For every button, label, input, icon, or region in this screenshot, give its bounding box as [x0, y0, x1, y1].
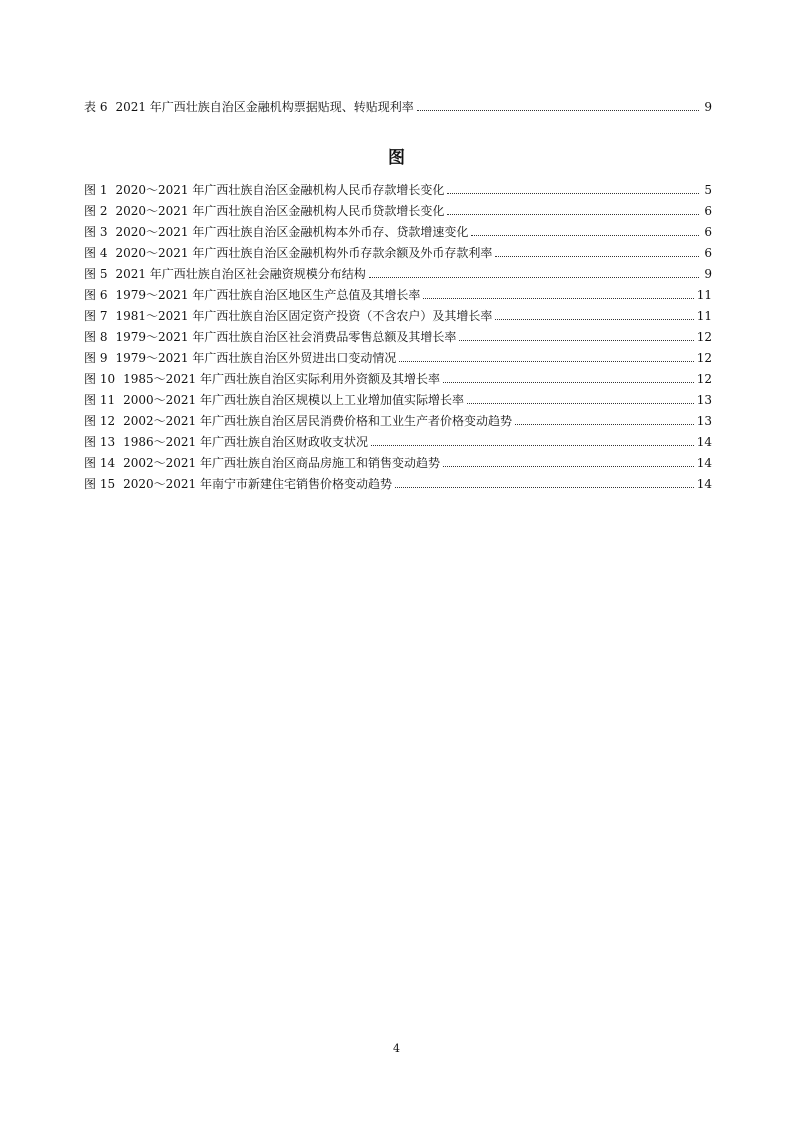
toc-entry-page: 14: [696, 477, 712, 491]
toc-entry-figure-14[interactable]: [84, 454, 712, 472]
toc-entry-title: 1979～2021 年广西壮族自治区社会消费品零售总额及其增长率: [115, 330, 457, 344]
toc-entry-label: 图 14: [84, 456, 116, 470]
toc-entry-title: 1985～2021 年广西壮族自治区实际利用外资额及其增长率: [123, 372, 440, 386]
toc-dot-leader: [495, 255, 699, 257]
toc-entry-title: 2002～2021 年广西壮族自治区居民消费价格和工业生产者价格变动趋势: [123, 414, 512, 428]
toc-entry-title: 2021 年广西壮族自治区金融机构票据贴现、转贴现利率: [115, 100, 414, 114]
page-number: 4: [393, 1042, 400, 1055]
toc-dot-leader: [459, 339, 693, 341]
toc-entry-label: 图 8: [84, 330, 108, 344]
toc-dot-leader: [443, 465, 694, 467]
toc-entry-page: 9: [704, 100, 712, 114]
toc-entry-title: 2020～2021 年南宁市新建住宅销售价格变动趋势: [123, 477, 392, 491]
toc-entry-title: 2021 年广西壮族自治区社会融资规模分布结构: [115, 267, 366, 281]
toc-entry-title: 1986～2021 年广西壮族自治区财政收支状况: [123, 435, 368, 449]
toc-entry-page: 12: [696, 351, 712, 365]
toc-entry-title: 1979～2021 年广西壮族自治区外贸进出口变动情况: [115, 351, 397, 365]
toc-entry-label: 图 15: [84, 477, 116, 491]
toc-entry-figure-7[interactable]: [84, 307, 712, 325]
toc-dot-leader: [399, 360, 693, 362]
toc-entry-page: 9: [704, 267, 712, 281]
toc-dot-leader: [447, 192, 699, 194]
figures-section-heading: 图: [388, 148, 405, 168]
toc-entry-figure-11[interactable]: [84, 391, 712, 409]
toc-entry-label: 图 5: [84, 267, 108, 281]
toc-entry-label: 图 10: [84, 372, 116, 386]
toc-dot-leader: [395, 486, 694, 488]
toc-entry-figure-13[interactable]: [84, 433, 712, 451]
toc-entry-label: 图 11: [84, 393, 116, 407]
toc-entry-figure-10[interactable]: [84, 370, 712, 388]
toc-entry-label: 图 4: [84, 246, 108, 260]
toc-entry-page: 5: [704, 183, 712, 197]
toc-dot-leader: [423, 297, 693, 299]
toc-entry-page: 6: [704, 225, 712, 239]
toc-entry-page: 13: [696, 414, 712, 428]
toc-entry-figure-2[interactable]: [84, 202, 712, 220]
toc-entry-title: 2020～2021 年广西壮族自治区金融机构外币存款余额及外币存款利率: [115, 246, 493, 260]
toc-entry-title: 2002～2021 年广西壮族自治区商品房施工和销售变动趋势: [123, 456, 440, 470]
toc-entry-title: 2020～2021 年广西壮族自治区金融机构人民币存款增长变化: [115, 183, 445, 197]
toc-entry-title: 2020～2021 年广西壮族自治区金融机构人民币贷款增长变化: [115, 204, 445, 218]
toc-entry-page: 11: [696, 288, 712, 302]
toc-entry-figure-8[interactable]: [84, 328, 712, 346]
toc-entry-figure-3[interactable]: [84, 223, 712, 241]
toc-entry-label: 图 12: [84, 414, 116, 428]
toc-entry-page: 6: [704, 246, 712, 260]
toc-dot-leader: [467, 402, 694, 404]
toc-entry-page: 6: [704, 204, 712, 218]
toc-dot-leader: [515, 423, 694, 425]
toc-entry-figure-15[interactable]: [84, 475, 712, 493]
toc-entry-label: 图 9: [84, 351, 108, 365]
toc-entry-page: 12: [696, 372, 712, 386]
toc-entry-figure-9[interactable]: [84, 349, 712, 367]
toc-entry-figure-4[interactable]: [84, 244, 712, 262]
toc-entry-page: 11: [696, 309, 712, 323]
toc-entry-page: 14: [696, 435, 712, 449]
toc-entry-label: 图 6: [84, 288, 108, 302]
toc-dot-leader: [369, 276, 699, 278]
toc-entry-page: 13: [696, 393, 712, 407]
toc-entry-label: 图 2: [84, 204, 108, 218]
toc-entry-title: 1981～2021 年广西壮族自治区固定资产投资（不含农户）及其增长率: [115, 309, 493, 323]
toc-entry-label: 图 1: [84, 183, 108, 197]
toc-entry-figure-5[interactable]: [84, 265, 712, 283]
toc-dot-leader: [443, 381, 694, 383]
toc-entry-label: 图 3: [84, 225, 108, 239]
toc-entry-page: 12: [696, 330, 712, 344]
toc-entry-label: 表 6: [84, 100, 108, 114]
toc-dot-leader: [371, 444, 694, 446]
toc-entry-table-6[interactable]: [84, 98, 712, 116]
toc-entry-title: 1979～2021 年广西壮族自治区地区生产总值及其增长率: [115, 288, 421, 302]
toc-entry-page: 14: [696, 456, 712, 470]
toc-dot-leader: [495, 318, 693, 320]
toc-dot-leader: [417, 109, 699, 111]
toc-entry-figure-12[interactable]: [84, 412, 712, 430]
toc-entry-title: 2020～2021 年广西壮族自治区金融机构本外币存、贷款增速变化: [115, 225, 469, 239]
toc-entry-figure-1[interactable]: [84, 181, 712, 199]
toc-entry-title: 2000～2021 年广西壮族自治区规模以上工业增加值实际增长率: [123, 393, 464, 407]
toc-dot-leader: [447, 213, 699, 215]
toc-entry-figure-6[interactable]: [84, 286, 712, 304]
toc-entry-label: 图 13: [84, 435, 116, 449]
toc-entry-label: 图 7: [84, 309, 108, 323]
toc-dot-leader: [471, 234, 699, 236]
